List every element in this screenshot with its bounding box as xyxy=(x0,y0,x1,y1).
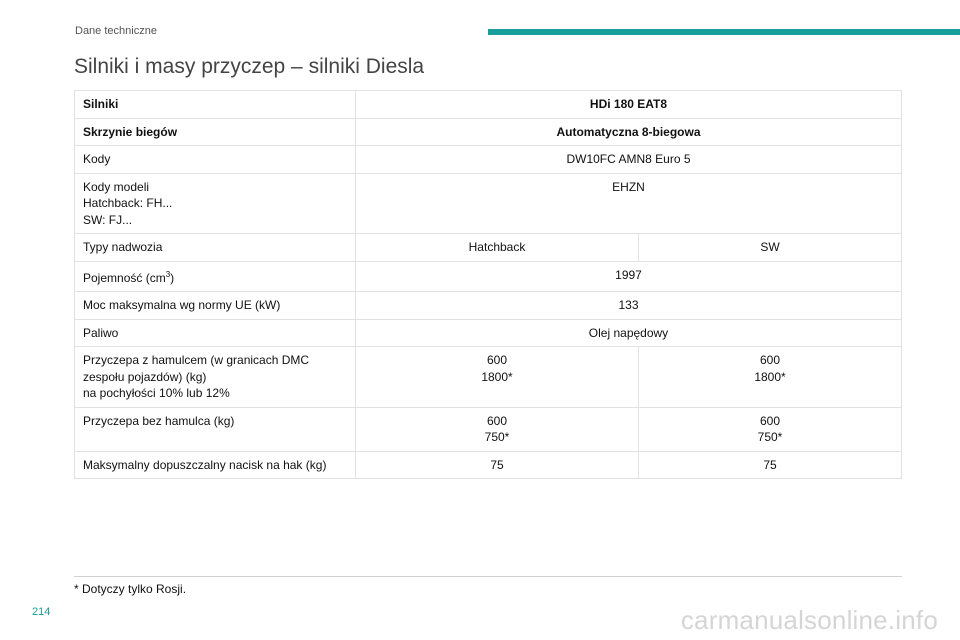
row-value: DW10FC AMN8 Euro 5 xyxy=(356,146,902,174)
row-label: Silniki xyxy=(75,91,356,119)
row-value: 1997 xyxy=(356,261,902,292)
row-label: Maksymalny dopuszczalny nacisk na hak (kg) xyxy=(75,451,356,479)
hatchback-value: Hatchback xyxy=(356,234,639,262)
row-value: Automatyczna 8-biegowa xyxy=(356,118,902,146)
row-label: Kody modeli Hatchback: FH... SW: FJ... xyxy=(75,173,356,234)
sw-value: 75 xyxy=(639,451,902,479)
row-label: Paliwo xyxy=(75,319,356,347)
hatchback-value: 75 xyxy=(356,451,639,479)
row-value: EHZN xyxy=(356,173,902,234)
header-accent-bar xyxy=(488,29,960,35)
hatchback-value: 600 1800* xyxy=(356,347,639,408)
hatchback-value: 600 750* xyxy=(356,407,639,451)
table-row-capacity xyxy=(75,261,902,292)
row-label: Skrzynie biegów xyxy=(75,118,356,146)
row-label xyxy=(75,261,356,292)
table-row-gearbox xyxy=(75,118,902,146)
footnote-divider xyxy=(74,576,902,577)
table-row-unbraked-trailer xyxy=(75,407,902,451)
table-row-power xyxy=(75,292,902,320)
page-title: Silniki i masy przyczep – silniki Diesla xyxy=(74,55,425,78)
row-value: Olej napędowy xyxy=(356,319,902,347)
row-label: Przyczepa z hamulcem (w granicach DMC zespołu pojazdów) (kg) na pochyłości 10% lub 12% xyxy=(75,347,356,408)
table-row-nose-weight xyxy=(75,451,902,479)
section-header: Dane techniczne xyxy=(75,25,157,37)
table-row-braked-trailer xyxy=(75,347,902,408)
row-label: Moc maksymalna wg normy UE (kW) xyxy=(75,292,356,320)
engine-spec-table xyxy=(74,90,902,479)
capacity-label-superscript: 3 xyxy=(165,269,171,279)
sw-value: 600 1800* xyxy=(639,347,902,408)
row-label: Kody xyxy=(75,146,356,174)
row-label: Typy nadwozia xyxy=(75,234,356,262)
table-row-codes xyxy=(75,146,902,174)
table-row-body-types xyxy=(75,234,902,262)
sw-value: 600 750* xyxy=(639,407,902,451)
footnote: * Dotyczy tylko Rosji. xyxy=(74,582,187,596)
sw-value: SW xyxy=(639,234,902,262)
capacity-label-prefix: Pojemność (cm xyxy=(83,270,166,285)
table-row-engines xyxy=(75,91,902,119)
row-value: HDi 180 EAT8 xyxy=(356,91,902,119)
table-row-model-codes xyxy=(75,173,902,234)
row-value: 133 xyxy=(356,292,902,320)
page-number: 214 xyxy=(32,606,51,618)
watermark: carmanualsonline.info xyxy=(680,605,938,635)
table-row-fuel xyxy=(75,319,902,347)
row-label: Przyczepa bez hamulca (kg) xyxy=(75,407,356,451)
capacity-label-suffix: ) xyxy=(170,270,175,285)
